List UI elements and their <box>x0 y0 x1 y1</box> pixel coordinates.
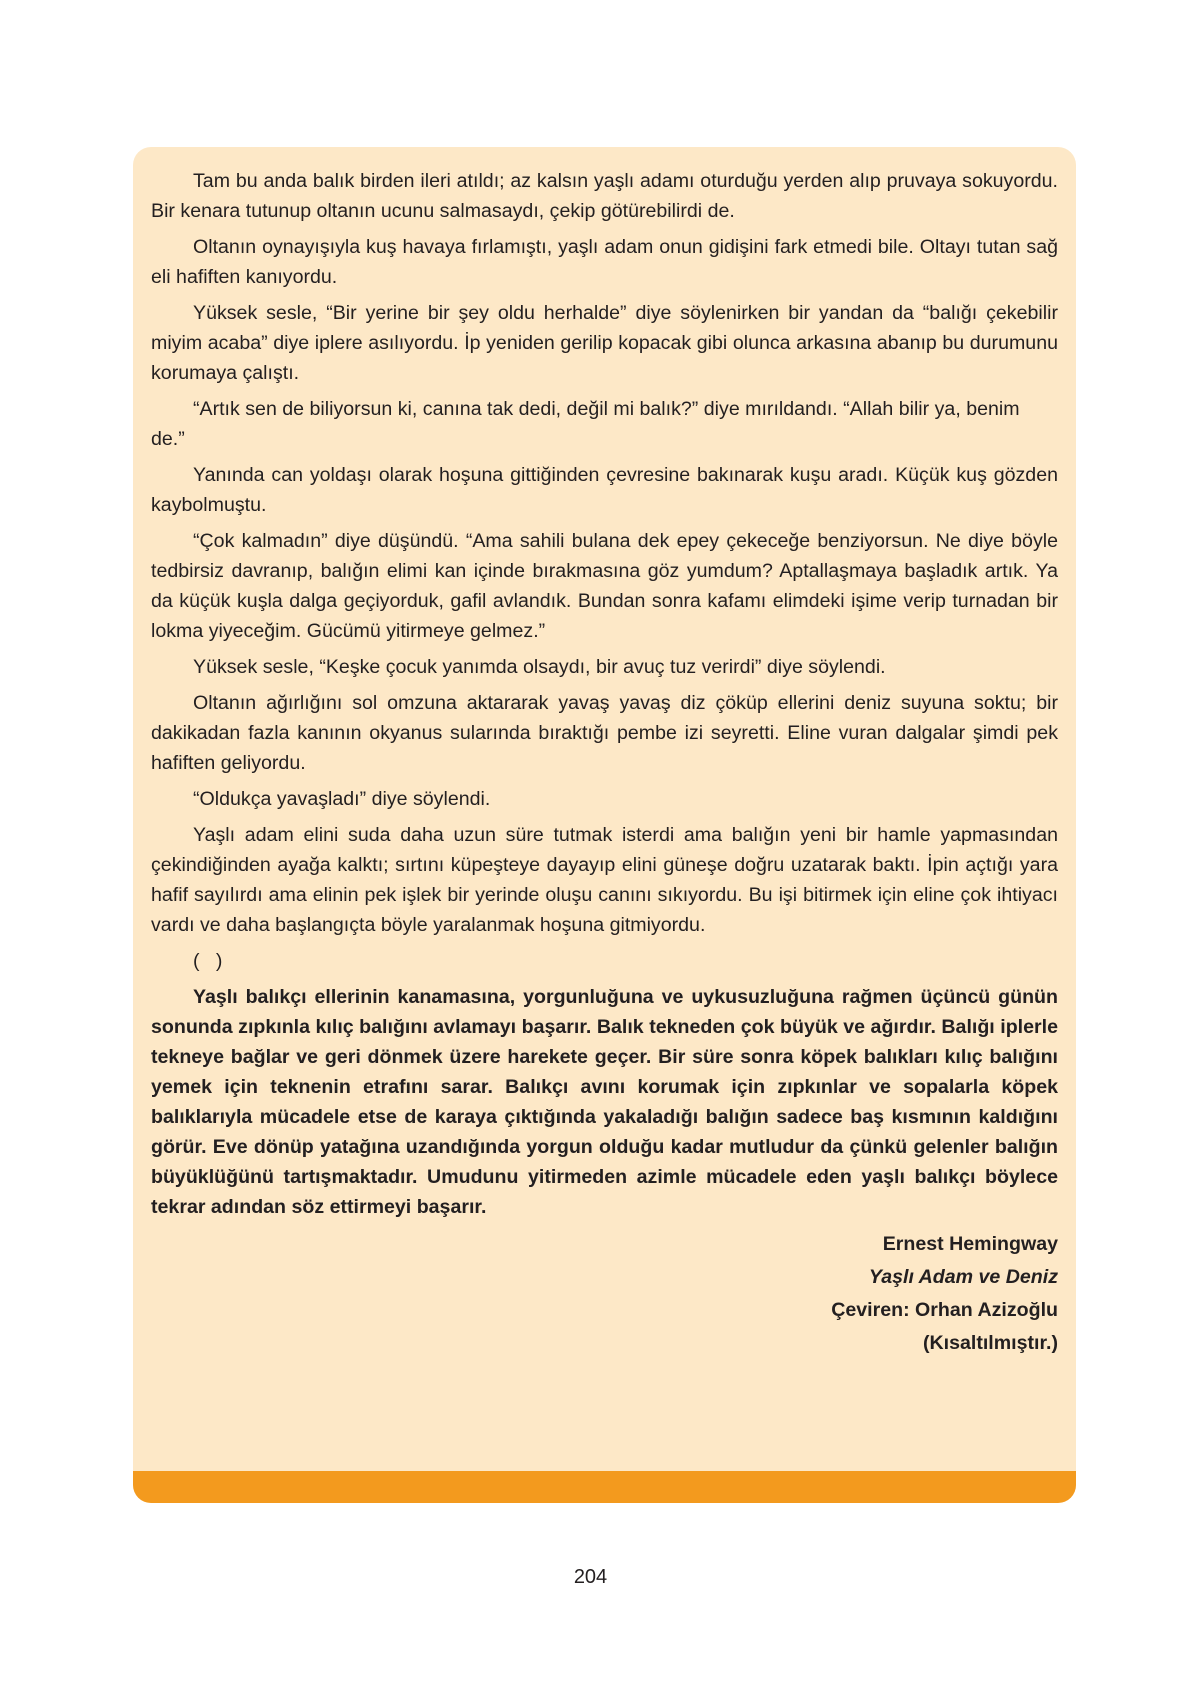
summary-paragraph: Yaşlı balıkçı ellerinin kanamasına, yorgunluğuna ve uykusuzluğuna rağmen üçüncü günün sonunda zıpkınla kılıç balığını avlamayı başarır. Balık tekneden çok büyük ve ağırdır. Balığı iplerle tekneye bağlar ve geri dönmek üzere harekete geçer. Bir süre sonra köpek balıkları kılıç balığını yemek için teknenin etrafını sarar. Balıkçı avını korumak için zıpkınlar ve sopalarla köpek balıklarıyla mücadele etse de karaya çıktığında yakaladığı balığın sadece baş kısmının kaldığını görür. Eve dönüp yatağına uzandığında yorgun olduğu kadar mutludur da çünkü gelenler balığın büyüklüğünü tartışmaktadır. Umudunu yitirmeden azimle mücadele eden yaşlı balıkçı böylece tekrar adından söz ettirmeyi başarır. <box>151 986 1058 1218</box>
paragraph-9: “Oldukça yavaşladı” diye söylendi. <box>193 788 491 810</box>
page-number: 204 <box>573 1566 608 1588</box>
panel-accent-bar <box>133 1471 1076 1503</box>
paragraph-8: Oltanın ağırlığını sol omzuna aktararak yavaş yavaş diz çöküp ellerini deniz suyuna soktu; bir dakikadan fazla kanının okyanus sularında bıraktığı pembe izi seyretti. Eline vuran dalgalar şimdi pek hafiften geliyordu. <box>151 692 1058 774</box>
paragraph-5: Yanında can yoldaşı olarak hoşuna gittiğinden çevresine bakınarak kuşu aradı. Küçük kuş gözden kaybolmuştu. <box>151 464 1058 516</box>
paragraph-1: Tam bu anda balık birden ileri atıldı; az kalsın yaşlı adamı oturduğu yerden alıp pruvaya sokuyordu. Bir kenara tutunup oltanın ucunu salmasaydı, çekip götürebilirdi de. <box>151 170 1058 222</box>
source-credits <box>151 1228 1058 1360</box>
paragraph-6: “Çok kalmadın” diye düşündü. “Ama sahili bulana dek epey çekeceğe benziyorsun. Ne diye böyle tedbirsiz davranıp, balığın elimi kan içinde bırakmasına göz yumdum? Aptallaşmaya başladık artık. Ya da küçük kuşla dalga geçiyorduk, gafil avlandık. Bundan sonra kafamı elimdeki işime verip turnadan bir lokma yiyeceğim. Gücümü yitirmeye gelmez.” <box>151 530 1058 642</box>
reading-text <box>151 166 1058 1360</box>
paragraph-7: Yüksek sesle, “Keşke çocuk yanımda olsaydı, bir avuç tuz verirdi” diye söylendi. <box>193 656 886 678</box>
paragraph-10: Yaşlı adam elini suda daha uzun süre tutmak isterdi ama balığın yeni bir hamle yapmasından çekindiğinden ayağa kalktı; sırtını küpeşteye dayayıp elini güneşe doğru uzatarak baktı. İpin açtığı yara hafif sayılırdı ama elinin pek işlek bir yerinde oluşu canını sıkıyordu. Bu işi bitirmek için eline çok ihtiyacı vardı ve daha başlangıçta böyle yaralanmak hoşuna gitmiyordu. <box>151 824 1058 936</box>
translator: Çeviren: Orhan Azizoğlu <box>831 1299 1058 1321</box>
author-name: Ernest Hemingway <box>882 1233 1058 1255</box>
paragraph-3: Yüksek sesle, “Bir yerine bir şey oldu herhalde” diye söylenirken bir yandan da “balığı çekebilir miyim acaba” diye iplere asılıyordu. İp yeniden gerilip kopacak gibi olunca arkasına abanıp bu durumunu korumaya çalıştı. <box>151 302 1058 384</box>
blank-parentheses: ( ) <box>193 950 223 972</box>
paragraph-2: Oltanın oynayışıyla kuş havaya fırlamıştı, yaşlı adam onun gidişini fark etmedi bile. Oltayı tutan sağ eli hafiften kanıyordu. <box>151 236 1058 288</box>
paragraph-4: “Artık sen de biliyorsun ki, canına tak dedi, değil mi balık?” diye mırıldandı. “Allah bilir ya, benim de.” <box>151 398 1020 450</box>
book-title: Yaşlı Adam ve Deniz <box>868 1266 1058 1288</box>
abridged-note: (Kısaltılmıştır.) <box>922 1332 1058 1354</box>
